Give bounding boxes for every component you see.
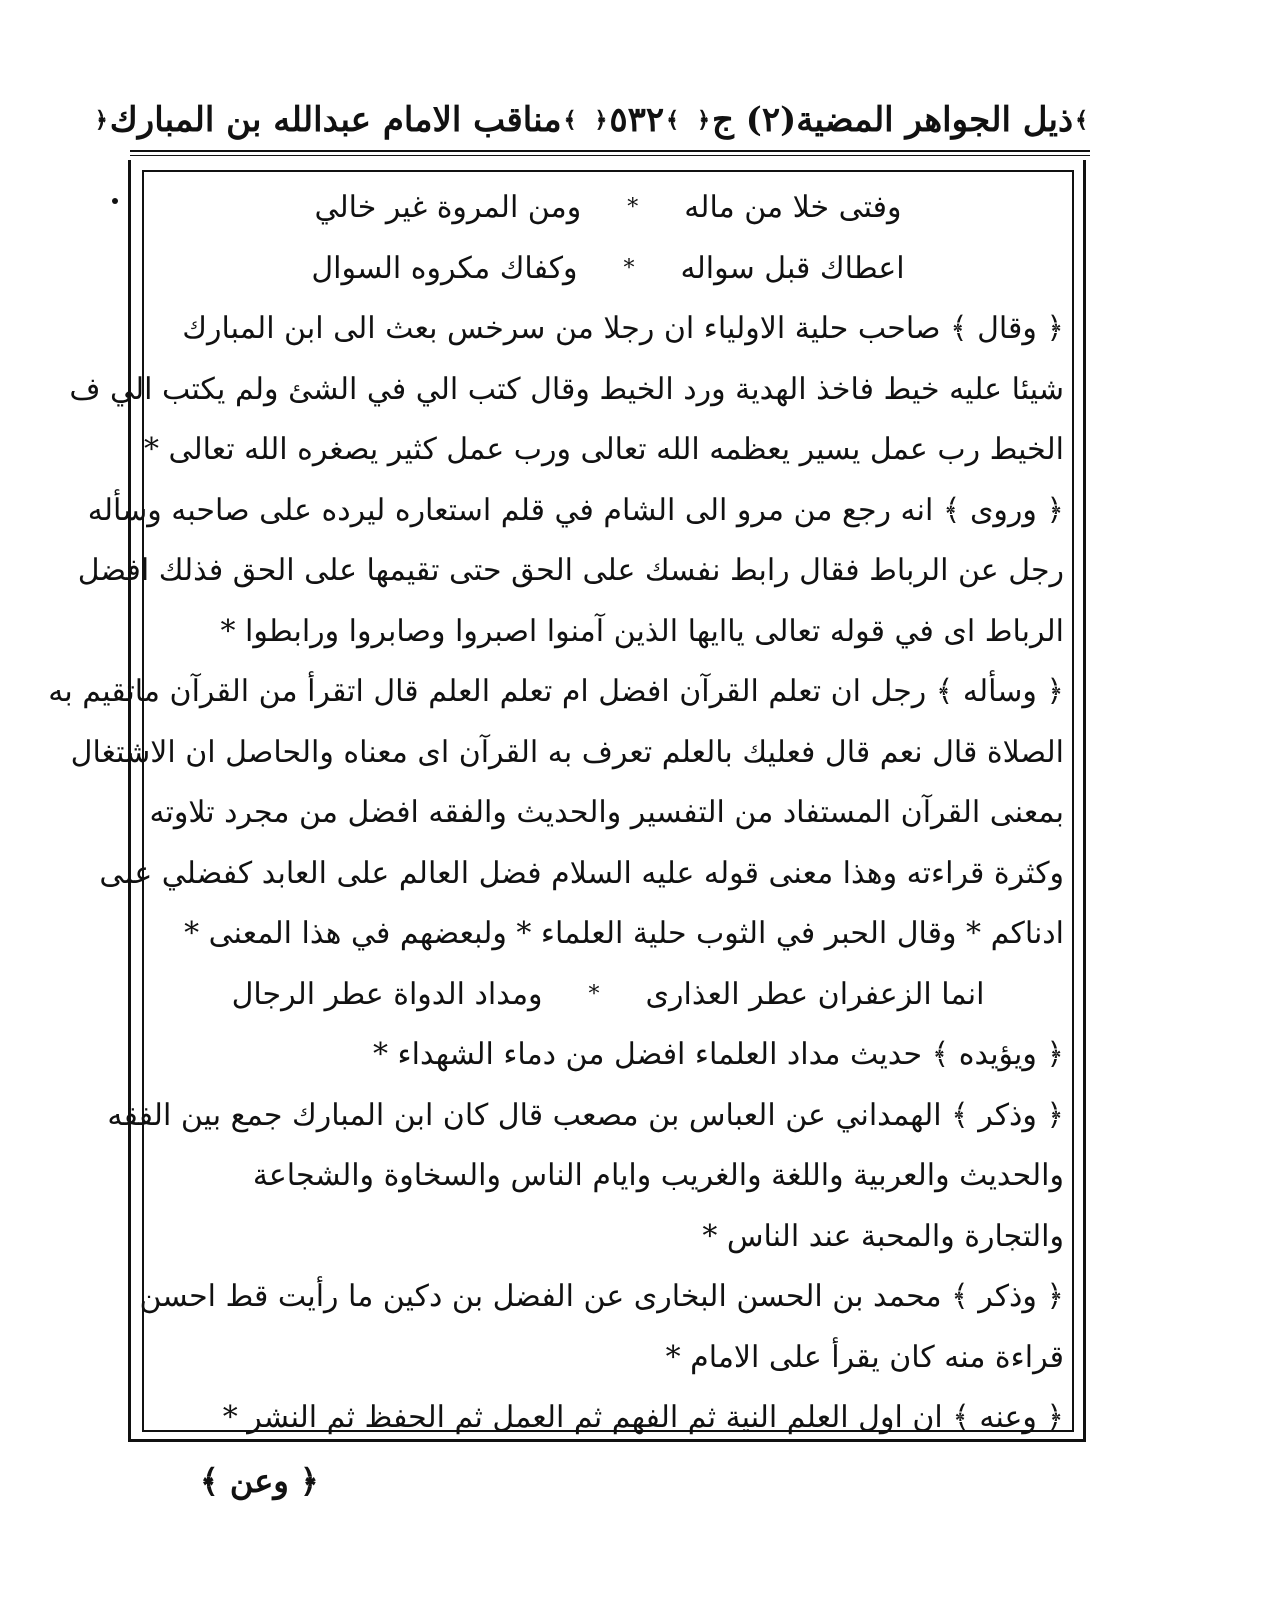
text-line: والحديث والعربية واللغة والغريب وايام الناس والسخاوة والشجاعة [252,1158,1064,1193]
header-page-number: ﴾ ٥٣٢ ﴿ [594,100,680,140]
text-line: والتجارة والمحبة عند الناس * [702,1218,1064,1254]
text-line: ﴿ وذكر ﴾ محمد بن الحسن البخارى عن الفضل بن دكين ما رأيت قط احسن [139,1279,1064,1314]
text-line: ﴿ وعنه ﴾ ان اول العلم النية ثم الفهم ثم العمل ثم الحفظ ثم النشر * [222,1400,1064,1435]
verse-line: انما الزعفران عطر العذارى * ومداد الدواة عطر الرجال [231,976,985,1012]
ornament-right-icon: ﴿ [697,107,710,133]
text-line: شيئا عليه خيط فاخذ الهدية ورد الخيط وقال كتب الي في الشئ ولم يكتب الي ف [69,371,1064,407]
text-line: ادناكم * وقال الحبر في الثوب حلية العلماء * ولبعضهم في هذا المعنى * [184,916,1064,951]
text-line: الصلاة قال نعم قال فعليك بالعلم تعرف به القرآن اى معناه والحاصل ان الاشتغال [70,734,1064,770]
ornament-left-icon: ﴾ [1075,107,1088,133]
header-rule-thin [130,155,1090,156]
text-line: ﴿ وروى ﴾ انه رجع من مرو الى الشام في قلم استعاره ليرده على صاحبه وسأله [87,492,1064,528]
text-line: الرباط اى في قوله تعالى ياايها الذين آمنوا اصبروا وصابروا ورابطوا * [220,613,1064,649]
text-line: ﴿ وقال ﴾ صاحب حلية الاولياء ان رجلا من سرخس بعث الى ابن المبارك [182,311,1064,346]
header-section-title: ﴾ مناقب الامام عبدالله بن المبارك ﴿ [94,100,577,140]
header-rule [130,150,1090,152]
running-header [94,92,1090,148]
verse-line: وفتى خلا من ماله * ومن المروة غير خالي [314,190,902,225]
text-line: قراءة منه كان يقرأ على الامام * [665,1339,1064,1375]
text-line: وكثرة قراءته وهذا معنى قوله عليه السلام فضل العالم على العابد كفضلي على [99,855,1064,891]
ornament-left-icon: ﴾ [563,107,577,133]
text-line: الخيط رب عمل يسير يعظمه الله تعالى ورب عمل كثير يصغره الله تعالى * [143,432,1064,467]
ornament-right-icon: ﴿ [594,107,608,133]
verse-line: اعطاك قبل سواله * وكفاك مكروه السوال [311,250,905,286]
ornament-left-icon: ﴾ [666,107,680,133]
text-line: ﴿ ويؤيده ﴾ حديث مداد العلماء افضل من دماء الشهداء * [373,1037,1064,1072]
text-line: بمعنى القرآن المستفاد من التفسير والحديث والفقه افضل من مجرد تلاوته [149,795,1064,830]
catchword: ﴿ وعن ﴾ [200,1462,319,1500]
margin-dot-icon [112,198,118,204]
text-line: رجل عن الرباط فقال رابط نفسك على الحق حتى تقيمها على الحق فذلك افضل [77,553,1064,588]
header-book-title: ﴾ ذيل الجواهر المضية (٢) ج ﴿ [697,100,1088,140]
ornament-right-icon: ﴿ [94,107,108,133]
page-body [48,178,1064,1449]
text-line: ﴿ وذكر ﴾ الهمداني عن العباس بن مصعب قال كان ابن المبارك جمع بين الفقه [107,1097,1064,1133]
text-line: ﴿ وسأله ﴾ رجل ان تعلم القرآن افضل ام تعلم العلم قال اتقرأ من القرآن ماتقيم به [48,674,1064,709]
